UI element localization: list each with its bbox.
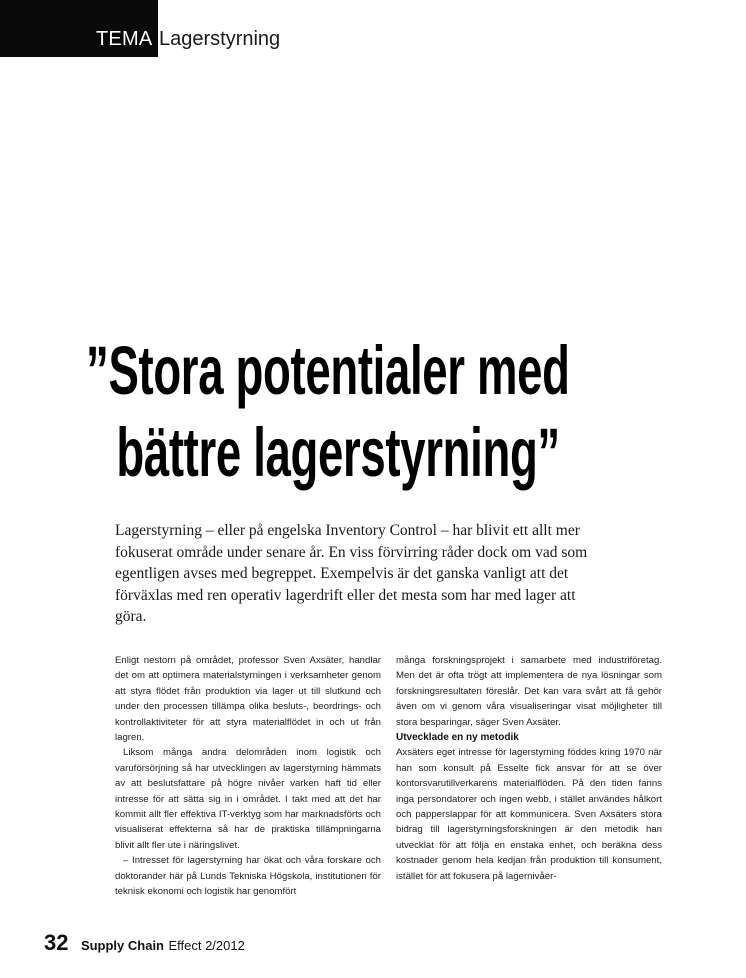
body-paragraph: Axsäters eget intresse för lagerstyrning föddes kring 1970 när han som konsult på Esselte fick ansvar för att se över kontorsvarutillverkarens materialflöden. På den tiden fanns inga persondatorer och ingen webb, i stället användes hålkort och papperslappar för att kommunicera. Sven Axsäters stora bidrag till lagerstyrningsforskningen är den metodik han utvecklat för att följa en enstaka enhet, och beräkna dess kostnader genom hela kedjan från produktion till konsument, istället för att fokusera på lagernivåer- <box>396 747 662 882</box>
body-paragraph: Liksom många andra delområden inom logistik och varuförsörjning så har utvecklingen av lagerstyrning hämmats av att beslutsfattare på högre nivåer varken haft tid eller intresse för att sätta sig in i området. I takt med att det har kommit allt fler effektiva IT-verktyg som har marknadsförts och visualiserat effekterna så har de praktiska tillämpningarna blivit allt fler ute i näringslivet. <box>115 747 381 851</box>
section-label: Lagerstyrning <box>159 28 281 50</box>
tema-label: TEMA <box>96 28 153 50</box>
headline-line-2: bättre lagerstyrning” <box>116 414 560 491</box>
page-footer <box>44 930 245 956</box>
headline <box>86 330 570 494</box>
body-column-right <box>396 653 662 884</box>
body-paragraph: många forskningsprojekt i samarbete med industriföretag. Men det är ofta trögt att implementera de nya lösningar som forskningsresultaten föreslår. Det kan vara svårt att få gehör även om vi genom våra visualiseringar visat möjligheter till stora besparingar, säger Sven Axsäter. <box>396 655 662 728</box>
headline-line-1: ”Stora potentialer med <box>86 332 570 409</box>
subheading: Utvecklade en ny metodik <box>396 732 519 744</box>
body-column-left <box>115 653 381 900</box>
magazine-issue: Effect 2/2012 <box>168 938 245 953</box>
body-paragraph: – Intresset för lagerstyrning har ökat och våra forskare och doktorander här på Lunds Tekniska Högskola, institutionen för teknisk ekonomi och logistik har genomfört <box>115 855 381 898</box>
lead-paragraph: Lagerstyrning – eller på engelska Inventory Control – har blivit ett allt mer fokuserat område under senare år. En viss förvirring råder dock om vad som egentligen avses med begreppet. Exempelvis är det ganska vanligt att det förväxlas med ren operativ lagerdrift eller det mesta som har med lager att göra. <box>115 522 588 625</box>
magazine-name: Supply Chain <box>80 938 164 953</box>
body-paragraph: Enligt nestorn på området, professor Sven Axsäter, handlar det om att optimera materialstyrningen i verksamheter genom att styra flödet från produktion via lager ut till slutkund och under den processen tillämpa olika besluts-, beordrings- och kontrollaktiviteter för att styra materialflödet in och ut från lagren. <box>115 655 381 744</box>
page-number: 32 <box>44 930 69 955</box>
